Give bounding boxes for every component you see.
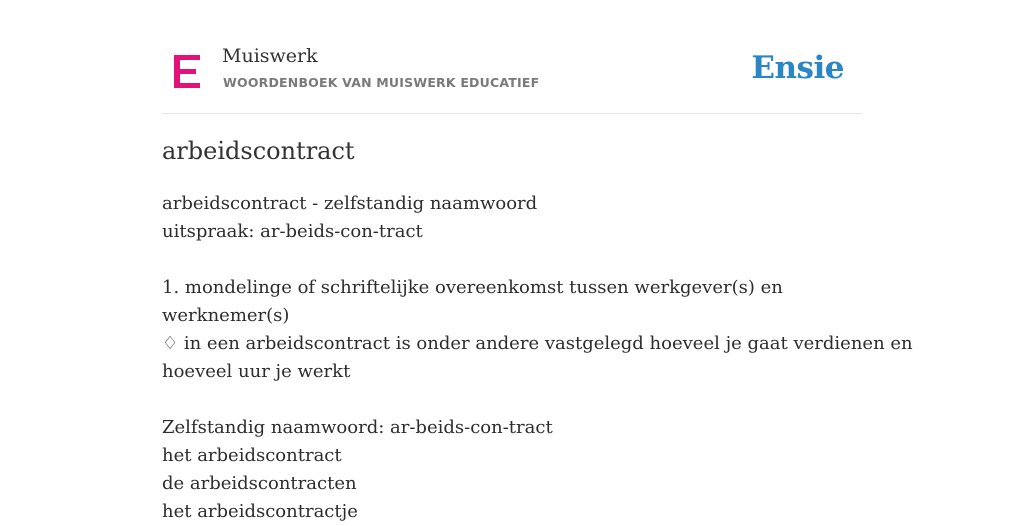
grammar-line: Zelfstandig naamwoord: ar-beids-con-tract [162,417,553,438]
site-subtitle: WOORDENBOEK VAN MUISWERK EDUCATIEF [223,75,540,90]
word-form: het arbeidscontract [162,445,342,466]
definition-line: werknemer(s) [162,305,290,326]
ensie-brand-link[interactable]: Ensie [751,50,844,86]
site-name[interactable]: Muiswerk [222,45,318,67]
word-form: het arbeidscontractje [162,501,358,522]
definition-line: 1. mondelinge of schriftelijke overeenkomst tussen werkgever(s) en [162,277,783,298]
site-header [162,0,862,114]
example-line: hoeveel uur je werkt [162,361,351,382]
page [162,0,913,522]
word-form: de arbeidscontracten [162,473,357,494]
spacer [162,386,862,414]
pronunciation-line: uitspraak: ar-beids-con-tract [162,221,423,242]
example-line: ♢ in een arbeidscontract is onder andere vastgelegd hoeveel je gaat verdienen en [162,333,913,354]
spacer [162,246,862,274]
word-class-line: arbeidscontract - zelfstandig naamwoord [162,193,538,214]
muiswerk-logo-icon[interactable] [174,55,200,88]
page-title: arbeidscontract [162,137,355,165]
dictionary-entry [162,190,913,526]
